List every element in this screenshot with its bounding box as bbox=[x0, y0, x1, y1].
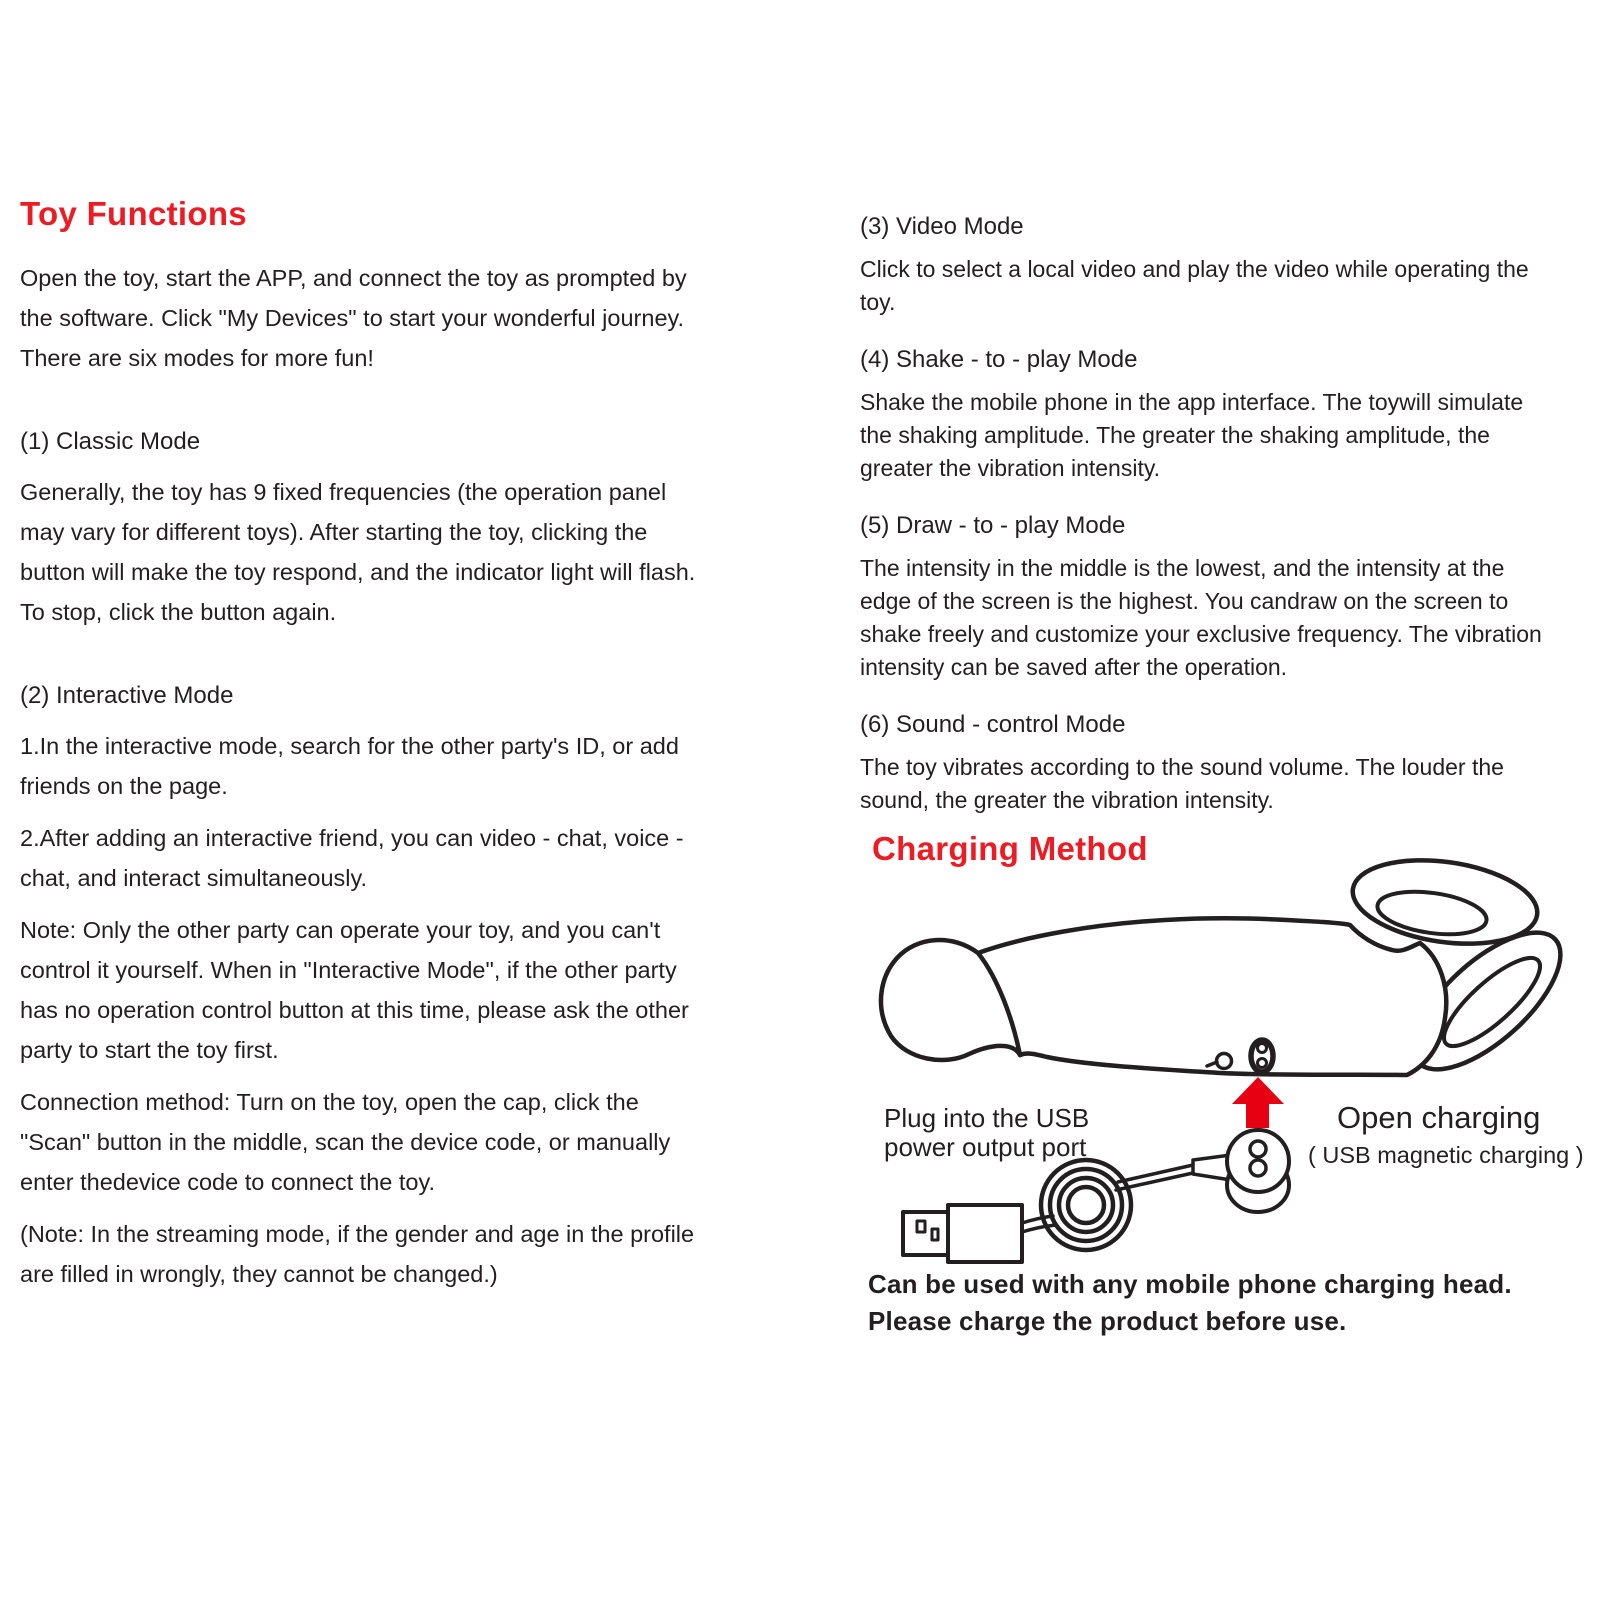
section-title-draw-to-play-mode: (5) Draw - to - play Mode bbox=[860, 512, 1126, 539]
paragraph: 2.After adding an interactive friend, you can video - chat, voice - chat, and interact simultaneously. bbox=[20, 825, 684, 891]
usb-magnetic-charging-label: ( USB magnetic charging ) bbox=[1308, 1142, 1584, 1168]
left-column bbox=[20, 196, 704, 1306]
plug-usb-label-line2: power output port bbox=[884, 1132, 1087, 1162]
section-title-interactive-mode: (2) Interactive Mode bbox=[20, 682, 234, 709]
paragraph: Connection method: Turn on the toy, open the cap, click the "Scan" button in the middle, scan the device code, or manually enter thedevice code to connect the toy. bbox=[20, 1089, 671, 1195]
intro-paragraph: Open the toy, start the APP, and connect the toy as prompted by the software. Click "My Devices" to start your wonderful journey. There are six modes for more fun! bbox=[20, 265, 687, 371]
paragraph: The intensity in the middle is the lowest, and the intensity at the edge of the screen is the highest. You candraw on the screen to shake freely and customize your exclusive frequency. The vibration intensity can be saved after the operation. bbox=[860, 555, 1542, 680]
charging-diagram bbox=[855, 858, 1565, 1278]
section-title-video-mode: (3) Video Mode bbox=[860, 213, 1024, 240]
paragraph: 1.In the interactive mode, search for the other party's ID, or add friends on the page. bbox=[20, 733, 679, 799]
toy-sleeve-illustration bbox=[978, 918, 1446, 1075]
paragraph: Click to select a local video and play the video while operating the toy. bbox=[860, 256, 1529, 315]
usb-cable-coil bbox=[1041, 1160, 1131, 1250]
section-title-classic-mode: (1) Classic Mode bbox=[20, 428, 201, 455]
right-column bbox=[860, 210, 1548, 867]
charging-footer-note bbox=[868, 1266, 1512, 1340]
plug-usb-label-line1: Plug into the USB bbox=[884, 1103, 1090, 1133]
paragraph: (Note: In the streaming mode, if the gender and age in the profile are filled in wrongly, they cannot be changed.) bbox=[20, 1221, 695, 1287]
magnetic-charger-disc bbox=[1227, 1130, 1289, 1212]
paragraph: Shake the mobile phone in the app interface. The toywill simulate the shaking amplitude. The greater the shaking amplitude, the greater the vibration intensity. bbox=[860, 389, 1524, 481]
footer-note-line1: Can be used with any mobile phone charging head. bbox=[868, 1269, 1512, 1299]
charging-port-icon bbox=[1251, 1040, 1273, 1072]
open-charging-label: Open charging bbox=[1337, 1100, 1541, 1135]
usb-plug bbox=[903, 1205, 1022, 1262]
paragraph: Note: Only the other party can operate your toy, and you can't control it yourself. When in "Interactive Mode", if the other party has no operation control button at this time, please ask the other party to start the toy first. bbox=[20, 917, 689, 1063]
section-title-shake-to-play-mode: (4) Shake - to - play Mode bbox=[860, 346, 1138, 373]
charging-method-heading: Charging Method bbox=[872, 830, 1148, 867]
plug-usb-label bbox=[884, 1104, 1089, 1162]
up-arrow-icon bbox=[1232, 1077, 1284, 1128]
paragraph: Generally, the toy has 9 fixed frequencies (the operation panel may vary for different toys). After starting the toy, clicking the button will make the toy respond, and the indicator light will flash. To stop, click the button again. bbox=[20, 479, 696, 625]
paragraph: The toy vibrates according to the sound volume. The louder the sound, the greater the vibration intensity. bbox=[860, 754, 1504, 813]
footer-note-line2: Please charge the product before use. bbox=[868, 1306, 1347, 1336]
toy-functions-heading: Toy Functions bbox=[20, 195, 247, 232]
section-title-sound-control-mode: (6) Sound - control Mode bbox=[860, 711, 1126, 738]
